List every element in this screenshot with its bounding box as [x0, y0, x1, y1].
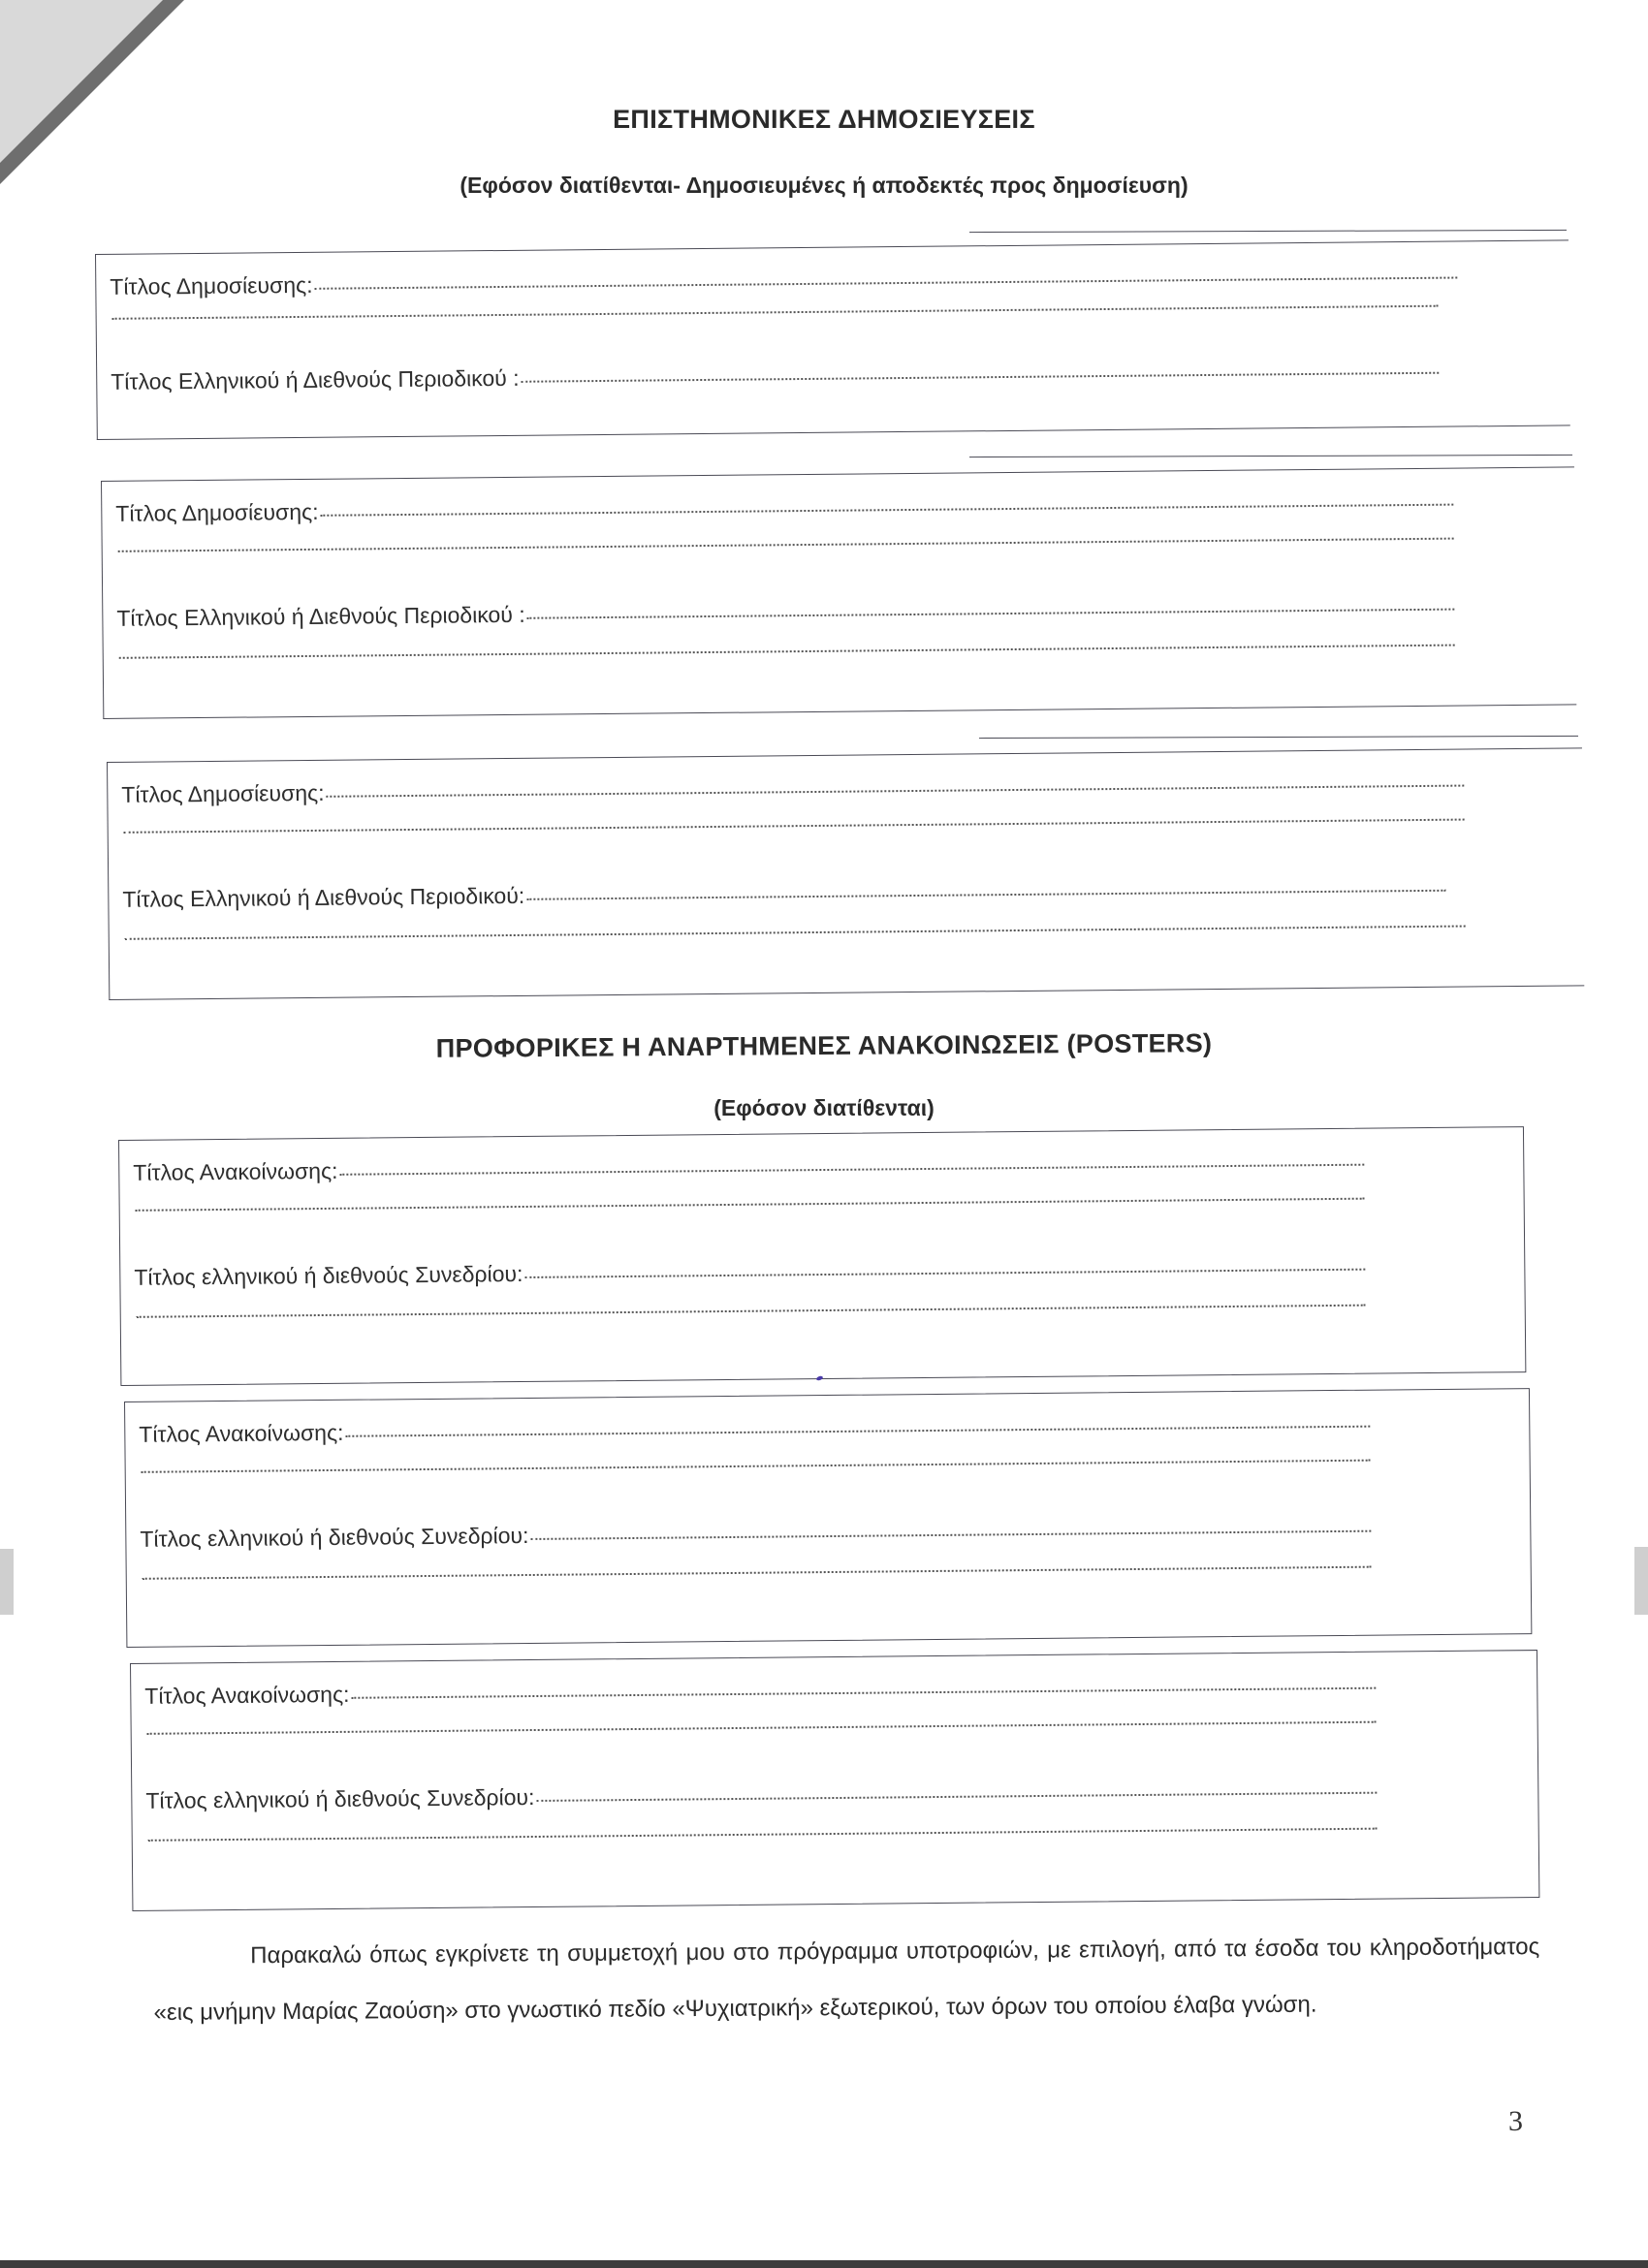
folded-corner-back [0, 0, 163, 163]
poster-conference-continuation[interactable] [146, 1831, 1378, 1844]
poster-title-dotline [340, 1164, 1365, 1176]
publication-journal-field[interactable] [116, 593, 1454, 632]
poster-title-field[interactable] [144, 1672, 1376, 1710]
publication-block-1 [95, 239, 1570, 440]
poster-title-continuation[interactable] [140, 1463, 1371, 1476]
poster-conference-field[interactable] [145, 1777, 1377, 1814]
poster-block-1 [118, 1126, 1526, 1386]
right-edge-mark [1634, 1547, 1648, 1615]
publication-journal-label: Τίτλος Ελληνικού ή Διεθνούς Περιοδικού : [111, 364, 520, 394]
publication-block-1-topline [969, 230, 1567, 233]
posters-heading: ΠΡΟΦΟΡΙΚΕΣ Η ΑΝΑΡΤΗΜΕΝΕΣ ΑΝΑΚΟΙΝΩΣΕΙΣ (POSTERS) [435, 1028, 1213, 1063]
poster-conference-dotline-2 [148, 1828, 1378, 1842]
publication-journal-dotline-2 [119, 645, 1455, 659]
poster-conference-dotline [536, 1792, 1377, 1802]
publication-title-dotline-2 [112, 305, 1439, 320]
publication-title-label: Τίτλος Δημοσίευσης: [115, 498, 319, 526]
poster-conference-continuation[interactable] [141, 1569, 1372, 1583]
posters-subtitle: (Εφόσον διατίθενται) [713, 1095, 935, 1120]
publications-heading: ΕΠΙΣΤΗΜΟΝΙΚΕΣ ΔΗΜΟΣΙΕΥΣΕΙΣ [613, 105, 1035, 134]
publication-journal-continuation[interactable] [117, 647, 1455, 662]
publications-subtitle: (Εφόσον διατίθενται- Δημοσιευμένες ή αποδεκτές προς δημοσίευση) [460, 173, 1188, 198]
poster-conference-label: Τίτλος ελληνικού ή διεθνούς Συνεδρίου: [140, 1522, 529, 1552]
poster-title-dotline-2 [136, 1198, 1365, 1212]
poster-conference-label: Τίτλος ελληνικού ή διεθνούς Συνεδρίου: [145, 1783, 535, 1813]
poster-conference-field[interactable] [134, 1253, 1365, 1291]
publication-block-3-topline [979, 736, 1578, 739]
scan-bottom-edge [0, 2260, 1648, 2268]
poster-title-dotline-2 [142, 1460, 1371, 1473]
poster-block-3 [130, 1650, 1539, 1911]
ink-mark [816, 1375, 824, 1381]
poster-block-2 [124, 1388, 1532, 1648]
publication-journal-dotline-2 [125, 926, 1466, 940]
publication-title-dotline [321, 504, 1454, 517]
poster-title-continuation[interactable] [145, 1724, 1377, 1738]
poster-title-label: Τίτλος Ανακοίνωσης: [144, 1681, 350, 1709]
publication-journal-label: Τίτλος Ελληνικού ή Διεθνούς Περιοδικού : [116, 601, 525, 631]
publication-block-2 [101, 466, 1576, 719]
publication-title-continuation[interactable] [122, 822, 1465, 836]
publication-title-label: Τίτλος Δημοσίευσης: [110, 271, 313, 299]
poster-title-continuation[interactable] [134, 1201, 1365, 1214]
poster-conference-label: Τίτλος ελληνικού ή διεθνούς Συνεδρίου: [134, 1260, 523, 1290]
publication-title-continuation[interactable] [111, 308, 1439, 323]
publication-journal-field[interactable] [122, 874, 1445, 913]
publication-journal-dotline [522, 372, 1440, 383]
publication-title-dotline-2 [118, 538, 1454, 552]
poster-conference-dotline [530, 1530, 1371, 1540]
poster-title-label: Τίτλος Ανακοίνωσης: [139, 1419, 344, 1447]
publication-title-dotline [315, 277, 1458, 290]
publication-journal-dotline [527, 609, 1455, 619]
publication-title-label: Τίτλος Δημοσίευσης: [121, 779, 325, 807]
publication-title-dotline [327, 785, 1465, 798]
page-number: 3 [1508, 2105, 1523, 2137]
poster-conference-dotline-2 [137, 1305, 1366, 1318]
poster-title-dotline-2 [147, 1721, 1377, 1735]
poster-title-field[interactable] [139, 1410, 1370, 1448]
publication-title-field[interactable] [121, 770, 1464, 808]
left-edge-mark [0, 1549, 14, 1615]
publication-title-field[interactable] [115, 488, 1453, 527]
poster-title-field[interactable] [133, 1149, 1364, 1186]
pledge-paragraph: Παρακαλώ όπως εγκρίνετε τη συμμετοχή μου στο πρόγραμμα υποτροφιών, με επιλογή, από τα έσοδα του κληροδοτήματος «εις μνήμην Μαρίας Ζαούση» στο γνωστικό πεδίο «Ψυχιατρική» εξωτερικού, των όρων του οποίου έλαβα γνώση. [153, 1934, 1540, 2026]
publication-block-3 [107, 747, 1584, 1000]
publication-journal-field[interactable] [111, 357, 1439, 395]
publication-title-field[interactable] [110, 262, 1457, 300]
publication-journal-continuation[interactable] [123, 929, 1466, 943]
poster-conference-continuation[interactable] [135, 1307, 1366, 1321]
poster-conference-dotline-2 [143, 1566, 1372, 1580]
publication-journal-label: Τίτλος Ελληνικού ή Διεθνούς Περιοδικού: [122, 882, 525, 912]
poster-conference-field[interactable] [140, 1515, 1371, 1553]
poster-title-dotline [352, 1687, 1377, 1699]
publication-journal-dotline [526, 890, 1445, 900]
publication-block-2-topline [969, 455, 1572, 457]
poster-title-label: Τίτλος Ανακοίνωσης: [133, 1157, 338, 1185]
poster-conference-dotline [524, 1269, 1365, 1278]
publication-title-dotline-2 [124, 819, 1465, 834]
publication-title-continuation[interactable] [116, 541, 1454, 555]
poster-title-dotline [346, 1426, 1371, 1437]
